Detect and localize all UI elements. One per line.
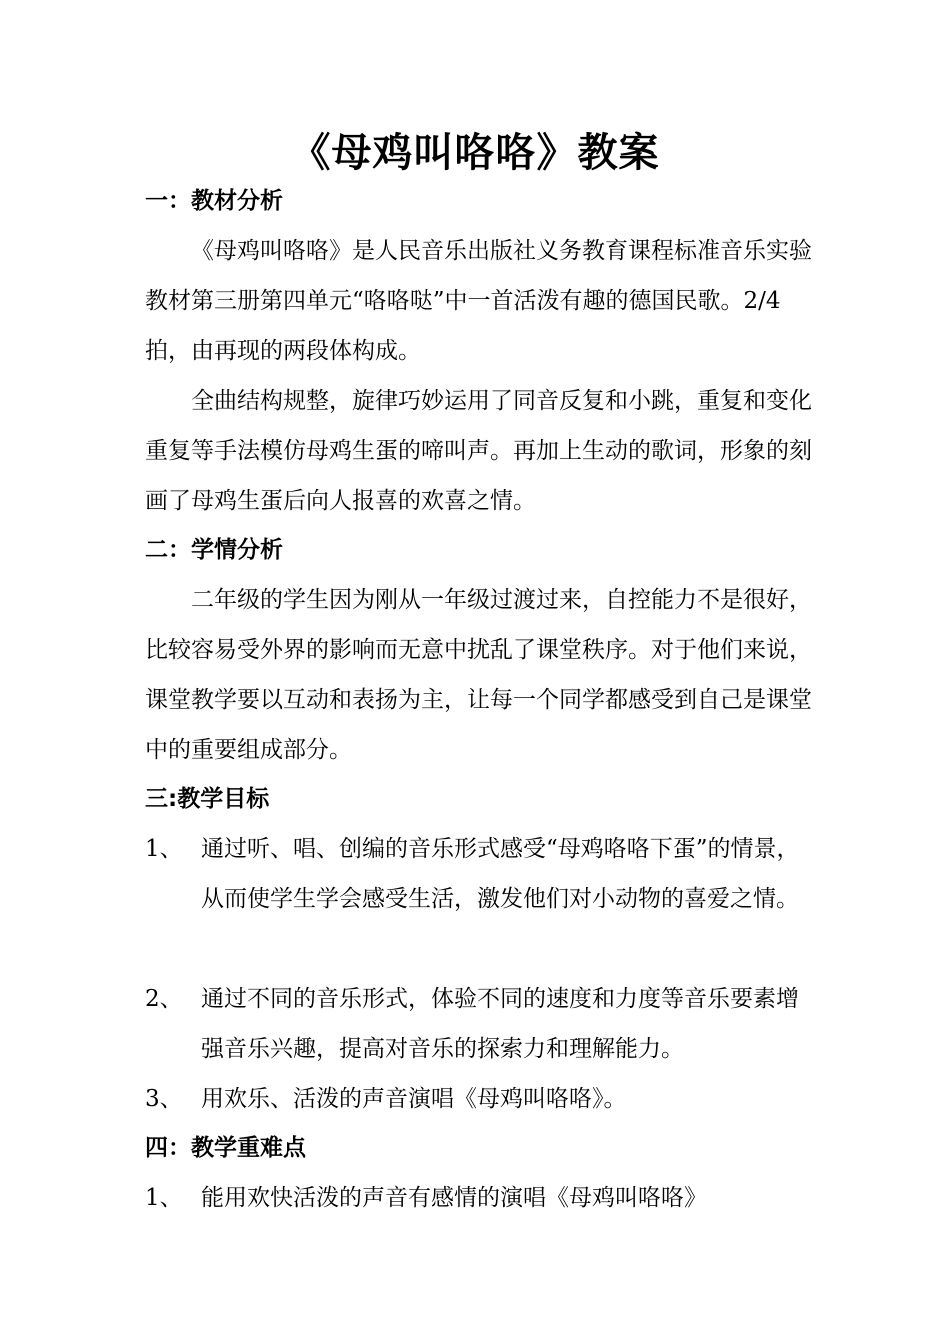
list-item-text: 通过听、唱、创编的音乐形式感受“母鸡咯咯下蛋”的情景，从而使学生学会感受生活，激发他们对小动物的喜爱之情。	[201, 836, 800, 912]
list-item-number: 3、	[145, 1086, 183, 1112]
paragraph-textbook-analysis-1: 《母鸡叫咯咯》是人民音乐出版社义务教育课程标准音乐实验教材第三册第四单元“咯咯哒”中一首活泼有趣的德国民歌。2/4拍，由再现的两段体构成。	[145, 238, 812, 364]
paragraph-textbook-analysis-2: 全曲结构规整，旋律巧妙运用了同音反复和小跳，重复和变化重复等手法模仿母鸡生蛋的啼叫声。再加上生动的歌词，形象的刻画了母鸡生蛋后向人报喜的欢喜之情。	[145, 388, 812, 514]
list-item-number: 2、	[145, 986, 183, 1012]
section-heading-textbook-analysis: 一：教材分析	[145, 188, 283, 214]
list-item-goal-1	[145, 824, 815, 924]
list-item-text: 通过不同的音乐形式，体验不同的速度和力度等音乐要素增强音乐兴趣，提高对音乐的探索力和理解能力。	[201, 986, 799, 1062]
document-title: 《母鸡叫咯咯》教案	[290, 129, 660, 176]
list-item-number: 1、	[145, 836, 183, 862]
list-item-key-point-1	[145, 1173, 815, 1223]
list-item-goal-3	[145, 1074, 815, 1124]
list-item-text: 用欢乐、活泼的声音演唱《母鸡叫咯咯》。	[201, 1086, 627, 1112]
list-item-number: 1、	[145, 1185, 183, 1211]
list-item-text: 能用欢快活泼的声音有感情的演唱《母鸡叫咯咯》	[201, 1185, 707, 1211]
section-heading-student-analysis: 二：学情分析	[145, 537, 283, 563]
list-item-goal-2	[145, 974, 815, 1074]
section-heading-teaching-goals: 三:教学目标	[145, 786, 270, 812]
section-heading-key-points: 四：教学重难点	[145, 1135, 306, 1161]
paragraph-student-analysis: 二年级的学生因为刚从一年级过渡过来，自控能力不是很好，比较容易受外界的影响而无意中扰乱了课堂秩序。对于他们来说，课堂教学要以互动和表扬为主，让每一个同学都感受到自己是课堂中的重要组成部分。	[145, 587, 812, 763]
